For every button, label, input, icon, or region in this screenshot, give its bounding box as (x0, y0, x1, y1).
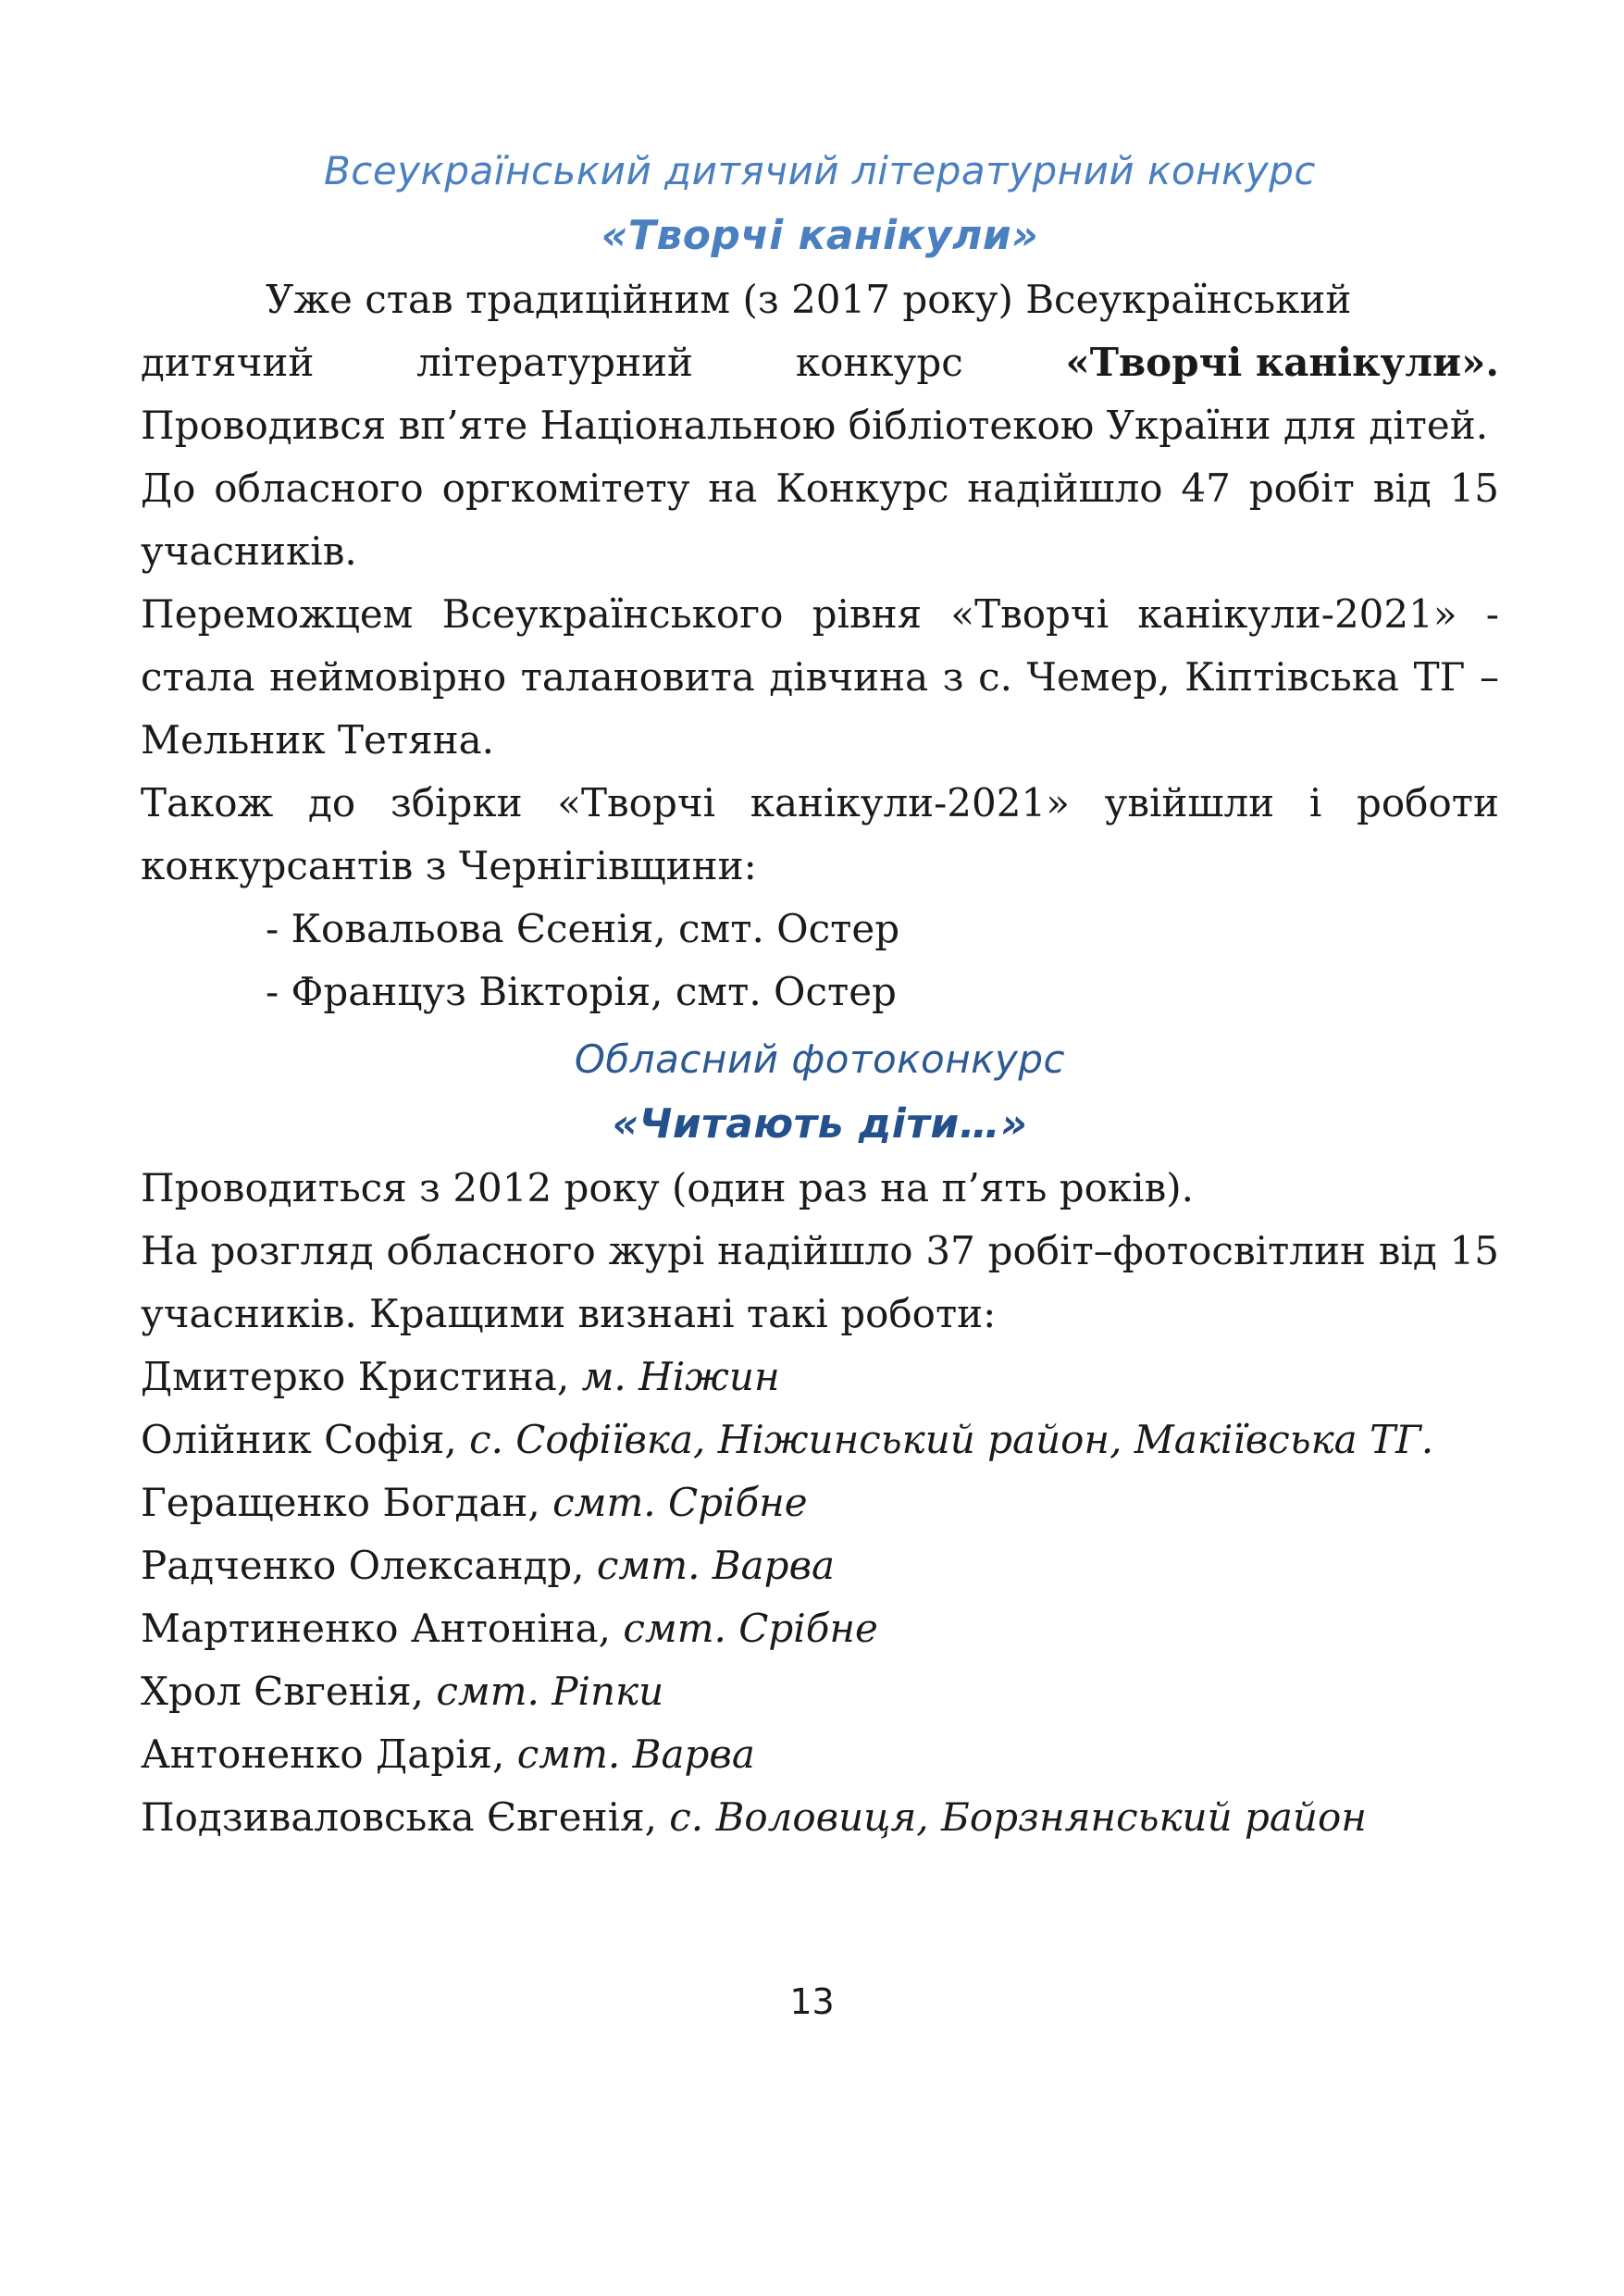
section1-paragraph-1-line-1: Уже став традиційним (з 2017 року) Всеукраїнський (266, 277, 1352, 322)
winner-entry (141, 1534, 1499, 1597)
section1-paragraph-2: До обласного оргкомітету на Конкурс надійшло 47 робіт від 15 учасників. (141, 465, 1499, 574)
winner-place: смт. Срібне (623, 1606, 878, 1651)
bullet-item: - Ковальова Єсенія, смт. Остер (266, 906, 900, 951)
bullet-item: - Француз Вікторія, смт. Остер (266, 969, 897, 1014)
page-number: 13 (789, 1981, 835, 2022)
winner-entry (141, 1660, 1499, 1723)
word-dytiachyi: дитячий (141, 340, 315, 385)
section1-paragraph-4: Також до збірки «Творчі канікули-2021» увійшли і роботи конкурсантів з Чернігівщини: (141, 780, 1499, 888)
section2-paragraph-1: Проводиться з 2012 року (один раз на п’ять років). (141, 1165, 1194, 1210)
winner-place: с. Воловиця, Борзнянський район (669, 1794, 1367, 1840)
section1-paragraph-1-line-2 (141, 331, 1499, 394)
section1-title: «Творчі канікули» (601, 212, 1039, 259)
contest-name-bold: «Творчі канікули». (1065, 340, 1499, 385)
section2-title: «Читають діти…» (612, 1100, 1028, 1148)
winner-place: с. Софіївка, Ніжинський район, Макіївська ТГ. (469, 1417, 1434, 1462)
winner-name: Олійник Софія, (141, 1417, 457, 1462)
winner-place: смт. Срібне (552, 1480, 808, 1525)
winner-place: смт. Варва (516, 1731, 755, 1777)
word-literaturnyi: літературний (416, 340, 694, 385)
winner-name: Хрол Євгенія, (141, 1669, 425, 1714)
section1-heading: Всеукраїнський дитячий літературний конкурс (323, 148, 1317, 193)
winner-entry (141, 1597, 1499, 1660)
winner-entry (141, 1409, 1499, 1471)
section1-paragraph-1-rest: Проводився вп’яте Національною бібліотекою України для дітей. (141, 403, 1489, 448)
winner-entry (141, 1471, 1499, 1534)
winner-name: Радченко Олександр, (141, 1543, 585, 1588)
winner-name: Подзиваловська Євгенія, (141, 1794, 657, 1840)
winner-name: Дмитерко Кристина, (141, 1354, 570, 1399)
word-konkurs: конкурс (795, 340, 963, 385)
winner-name: Геращенко Богдан, (141, 1480, 540, 1525)
section2-paragraph-2: На розгляд обласного журі надійшло 37 робіт–фотосвітлин від 15 учасників. Кращими визнані такі роботи: (141, 1228, 1499, 1336)
winner-name: Антоненко Дарія, (141, 1731, 505, 1777)
section2-heading: Обласний фотоконкурс (574, 1036, 1066, 1082)
winner-place: смт. Ріпки (436, 1669, 664, 1714)
winner-entry (141, 1346, 1499, 1409)
winner-entry (141, 1786, 1499, 1849)
document-page (141, 139, 1499, 1849)
winner-place: смт. Варва (596, 1543, 836, 1588)
section1-paragraph-3: Переможцем Всеукраїнського рівня «Творчі канікули-2021» - стала неймовірно талановита дівчина з с. Чемер, Кіптівська ТГ – Мельник Тетяна. (141, 591, 1499, 763)
winner-entry (141, 1723, 1499, 1786)
winner-place: м. Ніжин (581, 1354, 780, 1399)
winner-name: Мартиненко Антоніна, (141, 1606, 612, 1651)
